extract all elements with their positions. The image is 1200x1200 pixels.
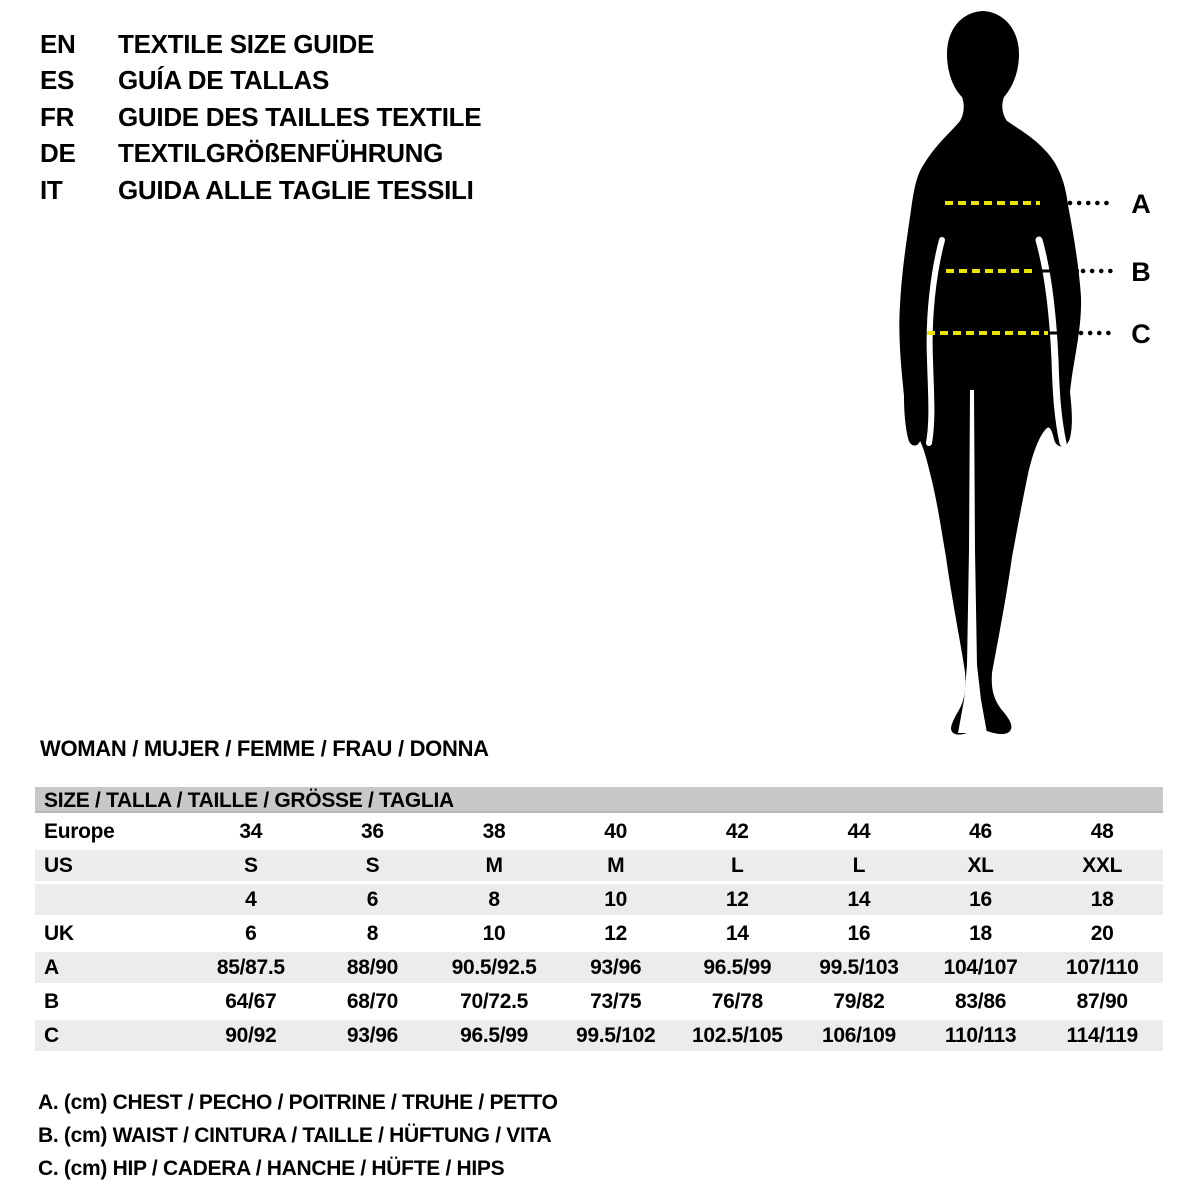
table-row — [35, 986, 1163, 1017]
measurement-legend — [38, 1087, 558, 1185]
table-row — [35, 884, 1163, 915]
size-cell: XL — [967, 853, 994, 877]
language-code: EN — [40, 28, 76, 59]
marker-label-b: B — [1131, 257, 1151, 287]
language-title: TEXTILE SIZE GUIDE — [118, 28, 375, 59]
size-cell: L — [731, 853, 744, 877]
language-code: FR — [40, 101, 75, 132]
size-cell: 14 — [725, 921, 749, 945]
size-cell: 48 — [1090, 819, 1114, 843]
size-cell: 70/72.5 — [460, 989, 529, 1013]
size-cell: 90/92 — [225, 1023, 277, 1047]
size-cell: 64/67 — [225, 989, 277, 1013]
size-cell: L — [852, 853, 866, 877]
size-cell: 90.5/92.5 — [451, 955, 537, 979]
size-cell: 106/109 — [822, 1023, 896, 1047]
table-row — [35, 918, 1163, 949]
table-row — [35, 850, 1163, 881]
measurement-figure — [860, 0, 1180, 760]
size-cell: 40 — [604, 819, 628, 843]
size-cell: 46 — [969, 819, 992, 843]
language-title: TEXTILGRÖßENFÜHRUNG — [118, 138, 444, 169]
language-row — [40, 136, 481, 173]
size-cell: 83/86 — [955, 989, 1007, 1013]
size-cell: 12 — [725, 887, 749, 911]
row-label: A — [44, 955, 59, 979]
size-cell: 85/87.5 — [216, 955, 285, 979]
size-cell: 34 — [239, 819, 263, 843]
row-label: B — [44, 989, 59, 1013]
size-cell: 104/107 — [943, 955, 1018, 979]
size-cell: 18 — [969, 921, 992, 945]
table-row — [35, 816, 1163, 847]
size-table — [35, 787, 1163, 1054]
size-cell: M — [607, 853, 625, 877]
table-row — [35, 952, 1163, 983]
language-title: GUÍA DE TALLAS — [118, 65, 330, 96]
size-cell: 18 — [1090, 887, 1114, 911]
size-cell: 96.5/99 — [703, 955, 772, 979]
size-cell: 14 — [847, 887, 871, 911]
size-cell: M — [485, 853, 503, 877]
legend-line: C. (cm) HIP / CADERA / HANCHE / HÜFTE / HIPS — [38, 1156, 505, 1180]
size-cell: 10 — [604, 887, 628, 911]
size-cell: 12 — [604, 921, 628, 945]
size-cell: 16 — [969, 887, 992, 911]
size-cell: 102.5/105 — [691, 1023, 783, 1047]
size-cell: 38 — [482, 819, 506, 843]
language-title: GUIDE DES TAILLES TEXTILE — [118, 101, 482, 132]
size-cell: 99.5/103 — [819, 955, 899, 979]
section-title: WOMAN / MUJER / FEMME / FRAU / DONNA — [40, 736, 489, 761]
size-cell: 42 — [725, 819, 749, 843]
size-cell: 10 — [482, 921, 506, 945]
size-cell: 93/96 — [590, 955, 642, 979]
language-row — [40, 26, 481, 63]
size-cell: 6 — [245, 921, 257, 945]
size-cell: 6 — [366, 887, 379, 911]
table-row — [35, 1020, 1163, 1051]
size-cell: 8 — [488, 887, 500, 911]
size-cell: 114/119 — [1066, 1023, 1138, 1047]
marker-label-a: A — [1131, 189, 1151, 219]
marker-label-c: C — [1131, 319, 1151, 349]
size-cell: S — [243, 853, 258, 877]
language-code: DE — [40, 138, 76, 169]
legend-line: A. (cm) CHEST / PECHO / POITRINE / TRUHE / PETTO — [38, 1091, 558, 1115]
size-cell: 87/90 — [1076, 989, 1128, 1013]
language-row — [40, 172, 481, 209]
size-cell: XXL — [1082, 853, 1123, 877]
size-cell: 107/110 — [1065, 955, 1139, 979]
row-label: US — [44, 853, 73, 877]
size-cell: 93/96 — [346, 1023, 398, 1047]
size-cell: 44 — [847, 819, 871, 843]
size-cell: 36 — [361, 819, 384, 843]
size-cell: 8 — [366, 921, 379, 945]
legend-line: B. (cm) WAIST / CINTURA / TAILLE / HÜFTUNG / VITA — [38, 1124, 552, 1148]
size-cell: 16 — [847, 921, 871, 945]
size-cell: 96.5/99 — [460, 1023, 529, 1047]
table-header: SIZE / TALLA / TAILLE / GRÖSSE / TAGLIA — [35, 787, 1163, 813]
size-cell: 110/113 — [944, 1023, 1017, 1047]
row-label: UK — [44, 921, 74, 945]
language-title: GUIDA ALLE TAGLIE TESSILI — [118, 174, 474, 205]
size-cell: 79/82 — [833, 989, 885, 1013]
size-cell: 99.5/102 — [576, 1023, 656, 1047]
language-code: ES — [40, 65, 75, 96]
language-code: IT — [40, 174, 63, 205]
size-cell: 88/90 — [346, 955, 398, 979]
size-cell: 20 — [1090, 921, 1114, 945]
language-row — [40, 99, 481, 136]
row-label: Europe — [44, 819, 115, 843]
size-cell: 4 — [245, 887, 257, 911]
size-cell: S — [365, 853, 380, 877]
language-row — [40, 63, 481, 100]
size-cell: 68/70 — [346, 989, 398, 1013]
table-rows — [35, 816, 1163, 1051]
row-label: C — [44, 1023, 59, 1047]
language-list — [40, 26, 481, 209]
size-cell: 76/78 — [711, 989, 763, 1013]
size-cell: 73/75 — [590, 989, 642, 1013]
woman-silhouette-svg — [860, 0, 1180, 760]
